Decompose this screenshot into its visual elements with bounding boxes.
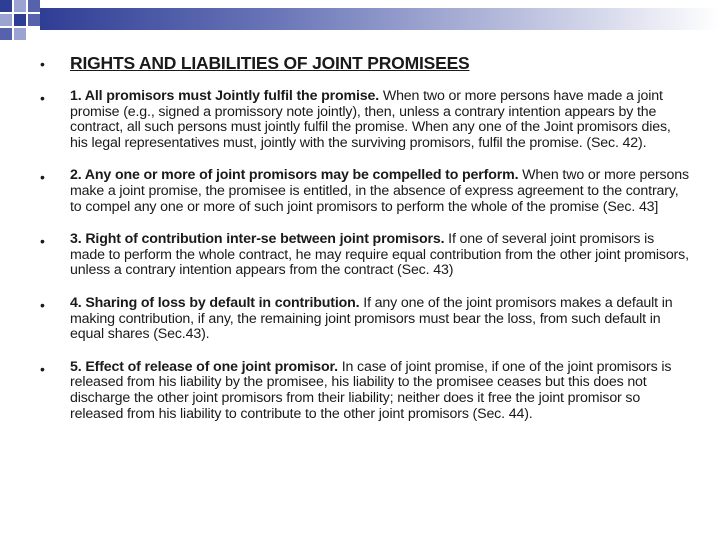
slide-content <box>40 52 690 439</box>
decor-square <box>14 0 26 12</box>
decor-square <box>28 14 40 26</box>
title-item <box>40 52 690 74</box>
slide-title: RIGHTS AND LIABILITIES OF JOINT PROMISEES <box>70 53 470 73</box>
item-body: If one of several joint promisors is made to perform the whole contract, he may require equal contribution from the other joint promisors, unless a contrary intention appears from the contract (Sec. 43) <box>70 231 689 279</box>
bullet-dot-icon: • <box>40 233 45 250</box>
decor-square <box>14 28 26 40</box>
decor-square <box>0 14 12 26</box>
list-item <box>40 296 690 343</box>
list-item <box>40 168 690 215</box>
item-body: In case of joint promise, if one of the joint promisors is released from his liability by the promisee, his liability to the promisee ceases but this does not discharge the other joint promisors from their liability; neither does it free the joint promisor so released from his liability to contribute to the other joint promisors (Sec. 44). <box>70 358 672 422</box>
item-text <box>70 89 690 151</box>
item-body: When two or more persons have made a joint promise (e.g., signed a promissory note jointly), then, unless a contrary intention appears by the contract, all such persons must jointly fulfil the promise. When any one of the Joint promisors dies, his legal representatives must, jointly with the surviving promisors, fulfil the promise. (Sec. 42). <box>70 88 671 151</box>
item-body: If any one of the joint promisors makes a default in making contribution, if any, the remaining joint promisors must bear the loss, from such default in equal shares (Sec.43). <box>70 294 673 343</box>
list-item <box>40 360 690 422</box>
item-body: When two or more persons make a joint promise, the promisee is entitled, in the absence of express agreement to the contrary, to compel any one or more of such joint promisors to perform the whole of the promise (Sec. 43] <box>70 167 689 215</box>
item-lead: 4. Sharing of loss by default in contribution. <box>70 294 360 311</box>
bullet-dot-icon: • <box>40 169 45 186</box>
item-lead: 3. Right of contribution inter-se between joint promisors. <box>70 231 445 248</box>
decor-square <box>0 28 12 40</box>
decor-square <box>0 0 12 12</box>
bullet-dot-icon: • <box>40 90 45 106</box>
list-item <box>40 89 690 151</box>
bullet-dot-icon: • <box>40 360 45 377</box>
item-lead: 5. Effect of release of one joint promisor. <box>70 358 338 375</box>
decor-square <box>28 0 40 12</box>
item-text <box>70 360 690 422</box>
list-item <box>40 232 690 279</box>
item-text <box>70 232 690 279</box>
header-gradient-bar <box>40 8 720 30</box>
bullet-dot-icon: • <box>40 296 45 313</box>
item-text <box>70 168 690 215</box>
bullet-dot-icon: • <box>40 56 45 72</box>
decor-square <box>14 14 26 26</box>
item-lead: 2. Any one or more of joint promisors may be compelled to perform. <box>70 167 519 184</box>
header-decoration <box>0 0 720 42</box>
item-lead: 1. All promisors must Jointly fulfil the promise. <box>70 88 380 104</box>
item-text <box>70 296 690 343</box>
